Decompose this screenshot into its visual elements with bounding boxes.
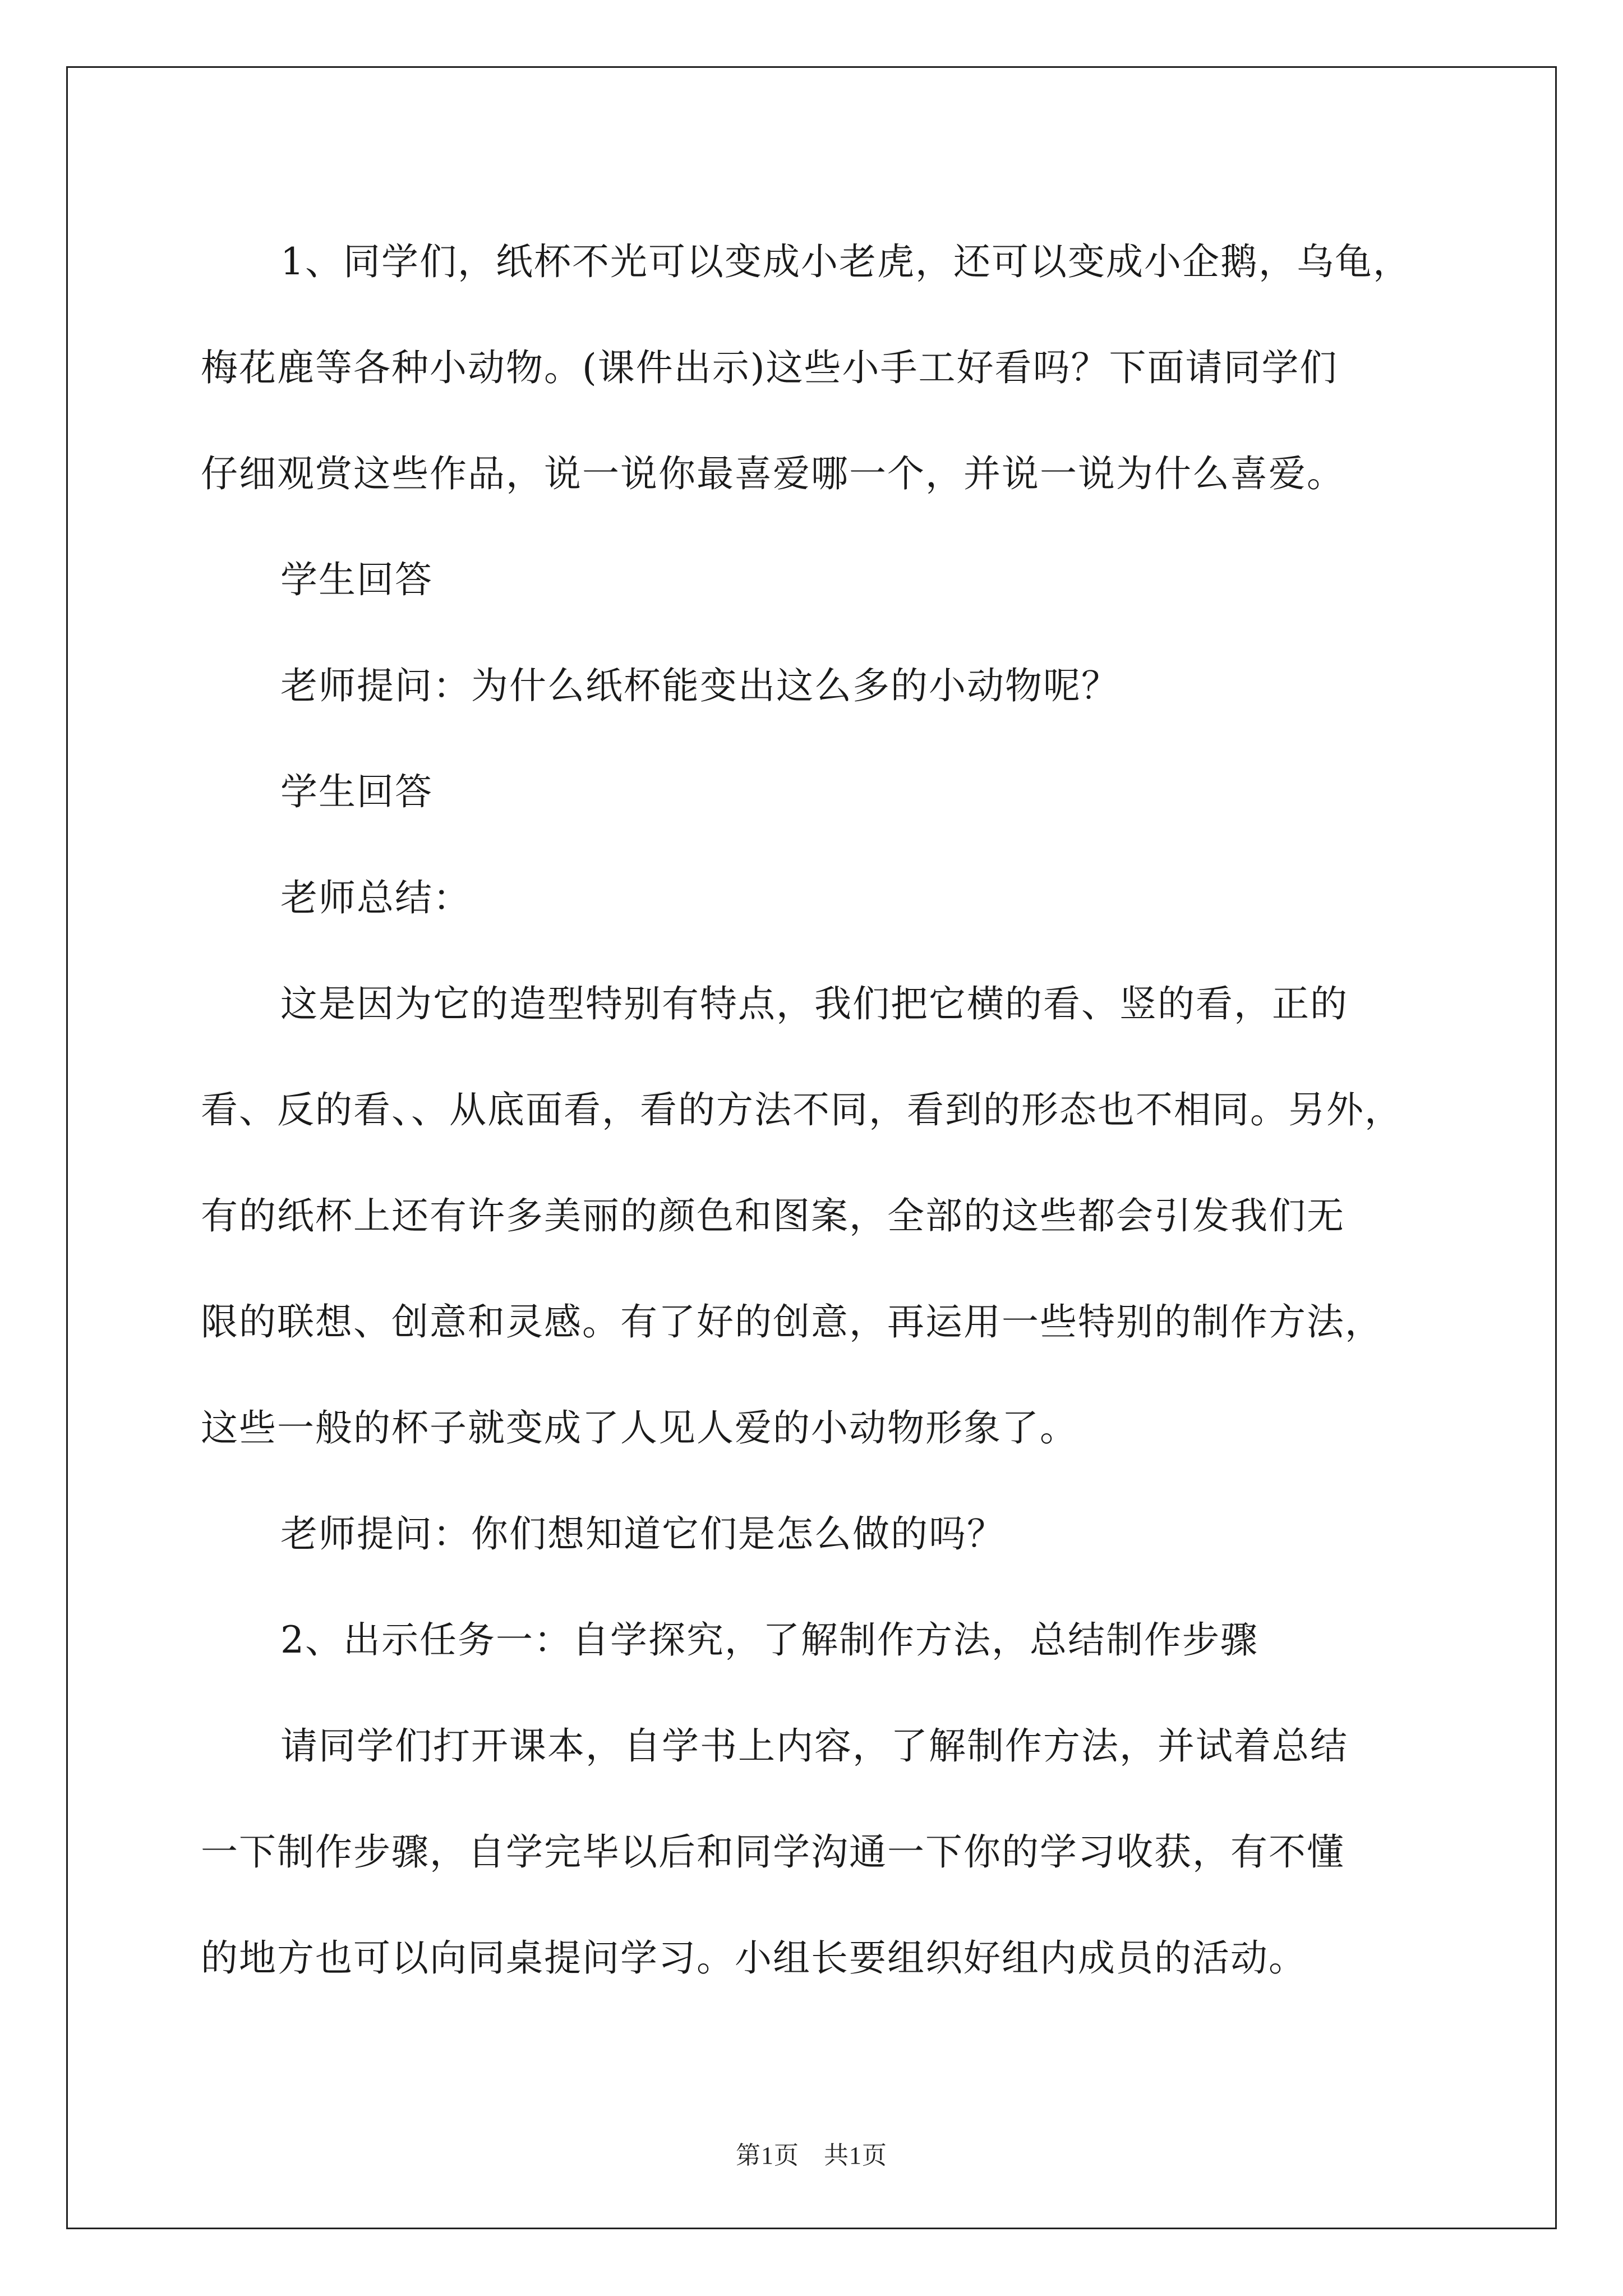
- text-line: 梅花鹿等各种小动物。(课件出示)这些小手工好看吗？下面请同学们: [201, 346, 1338, 389]
- text-line: 学生回答: [280, 558, 433, 601]
- text-line: 老师提问：你们想知道它们是怎么做的吗？: [280, 1512, 1005, 1556]
- text-line: 看、反的看、、从底面看，看的方法不同，看到的形态也不相同。另外，: [201, 1088, 1403, 1131]
- page-number-total: 共1页: [824, 2142, 887, 2169]
- text-line: 1、同学们，纸杯不光可以变成小老虎，还可以变成小企鹅，乌龟，: [280, 240, 1411, 283]
- text-line: 这些一般的杯子就变成了人见人爱的小动物形象了。: [201, 1406, 1078, 1450]
- text-line: 老师提问：为什么纸杯能变出这么多的小动物呢？: [280, 664, 1119, 707]
- page-number-current: 第1页: [736, 2142, 799, 2169]
- page-footer: [0, 2135, 1623, 2171]
- text-line: 老师总结：: [280, 876, 471, 919]
- text-line: 2、出示任务一：自学探究，了解制作方法，总结制作步骤: [280, 1618, 1258, 1662]
- text-line: 的地方也可以向同桌提问学习。小组长要组织好组内成员的活动。: [201, 1936, 1307, 1980]
- text-line: 这是因为它的造型特别有特点，我们把它横的看、竖的看，正的: [280, 982, 1348, 1025]
- document-body: [201, 209, 1463, 2011]
- text-line: 一下制作步骤，自学完毕以后和同学沟通一下你的学习收获，有不懂: [201, 1830, 1345, 1874]
- text-line: 请同学们打开课本，自学书上内容，了解制作方法，并试着总结: [280, 1724, 1348, 1768]
- text-line: 仔细观赏这些作品，说一说你最喜爱哪一个，并说一说为什么喜爱。: [201, 452, 1345, 495]
- text-line: 限的联想、创意和灵感。有了好的创意，再运用一些特别的制作方法，: [201, 1300, 1383, 1343]
- text-line: 有的纸杯上还有许多美丽的颜色和图案，全部的这些都会引发我们无: [201, 1194, 1345, 1237]
- text-line: 学生回答: [280, 770, 433, 813]
